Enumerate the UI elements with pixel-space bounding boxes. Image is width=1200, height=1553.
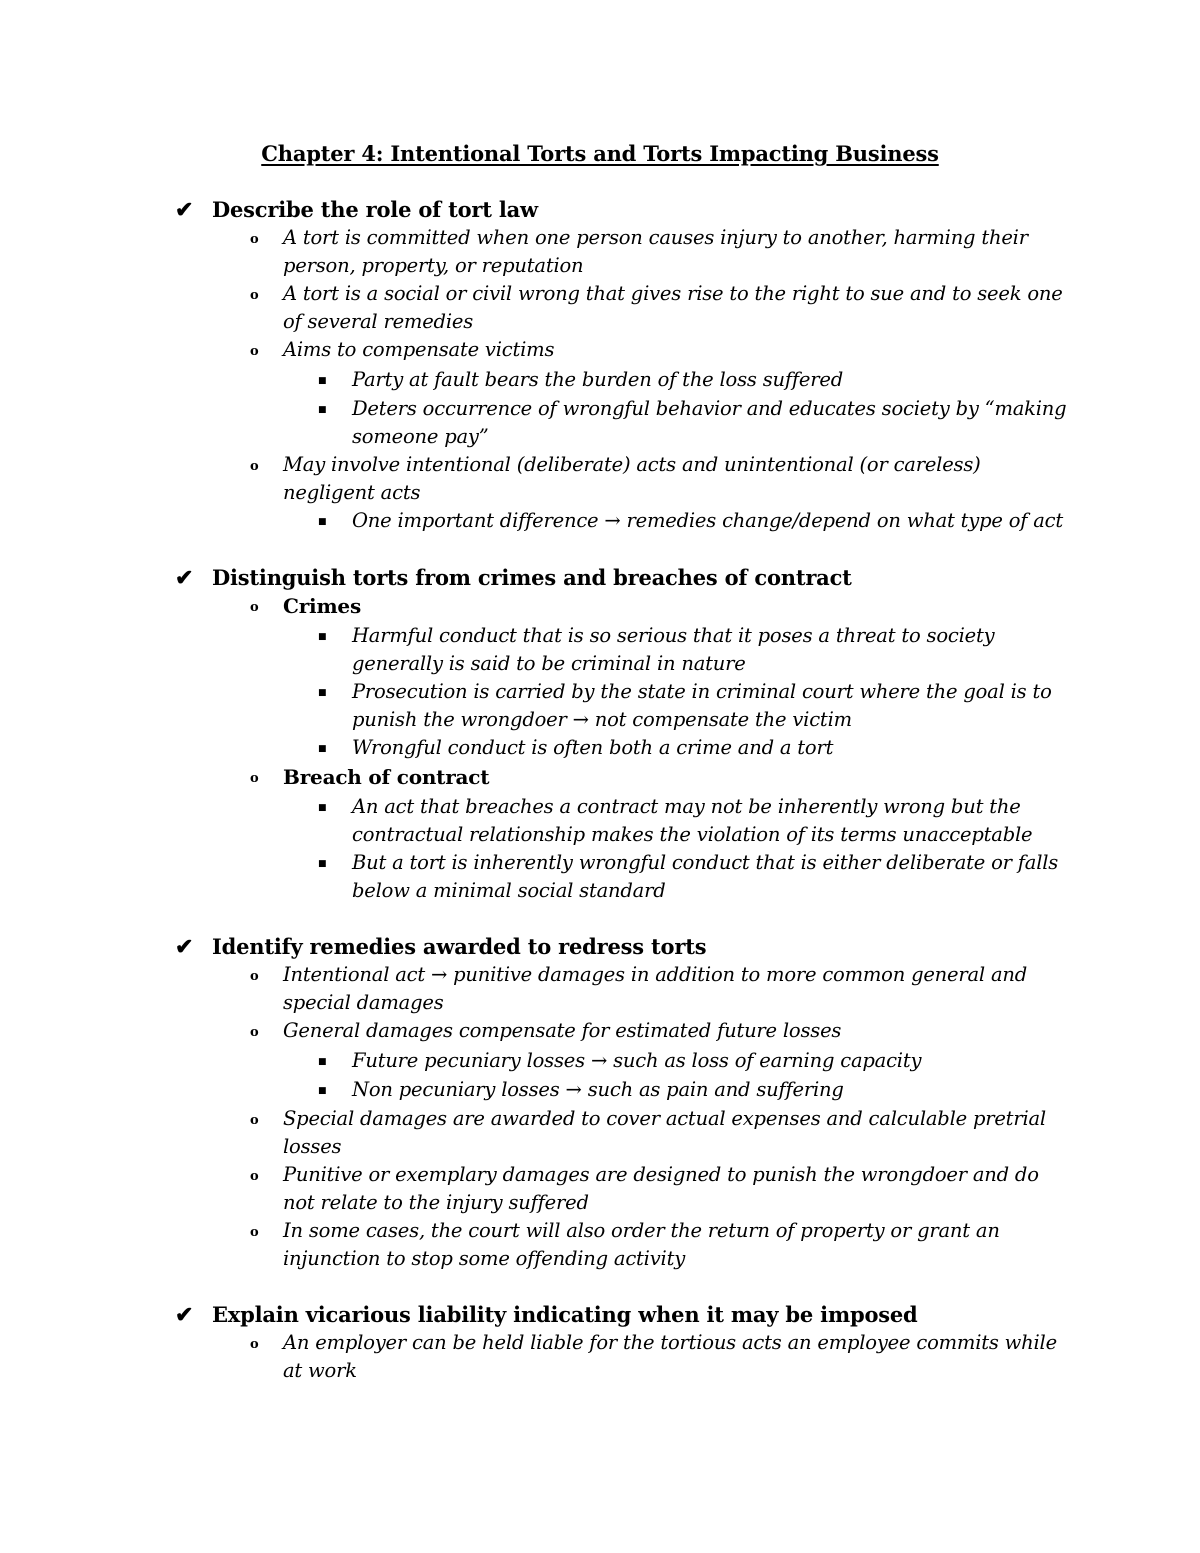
bullet-point-text: An employer can be held liable for the tortious acts an employee commits while at work xyxy=(283,1331,1057,1382)
bullet-point xyxy=(250,763,1075,793)
square-bullet-icon: ■ xyxy=(318,517,327,527)
bullet-point-text: A tort is a social or civil wrong that gives rise to the right to sue and to seek one of several remedies xyxy=(283,282,1063,333)
sub-bullet-point-text: Harmful conduct that is so serious that it poses a threat to society generally is said to be criminal in nature xyxy=(352,624,995,675)
square-bullet-icon: ■ xyxy=(318,1086,327,1096)
bullet-point xyxy=(250,592,1075,622)
checkmark-icon: ✔ xyxy=(175,565,194,591)
sub-bullet-point-text: Deters occurrence of wrongful behavior and educates society by “making someone pay” xyxy=(352,397,1067,448)
sub-bullet-point-text: Future pecuniary losses → such as loss of earning capacity xyxy=(352,1049,922,1072)
checkmark-icon: ✔ xyxy=(175,197,194,223)
sub-bullet-point-text: One important difference → remedies change/depend on what type of act xyxy=(352,509,1064,532)
sub-bullet-point xyxy=(318,507,1075,536)
bullet-point-text: In some cases, the court will also order the return of property or grant an injunction to stop some offending activity xyxy=(283,1219,1000,1270)
sub-bullet-point-text: Prosecution is carried by the state in criminal court where the goal is to punish the wrongdoer → not compensate the victim xyxy=(352,680,1052,731)
square-bullet-icon: ■ xyxy=(318,688,327,698)
bullet-point-text: Special damages are awarded to cover actual expenses and calculable pretrial losses xyxy=(283,1107,1046,1158)
bullet-point xyxy=(250,1161,1075,1217)
circle-bullet-icon: o xyxy=(250,969,259,984)
sub-bullet-point-text: Wrongful conduct is often both a crime and a tort xyxy=(352,736,834,759)
sub-bullet-point xyxy=(318,678,1075,734)
circle-bullet-icon: o xyxy=(250,1025,259,1040)
sub-bullet-point xyxy=(318,1076,1075,1105)
bullet-point-text: A tort is committed when one person causes injury to another, harming their person, property, or reputation xyxy=(283,226,1028,277)
checkmark-icon: ✔ xyxy=(175,934,194,960)
square-bullet-icon: ■ xyxy=(318,859,327,869)
document-title: Chapter 4: Intentional Torts and Torts Impacting Business xyxy=(261,141,939,166)
section-heading xyxy=(175,1301,1075,1329)
bullet-point-text: Punitive or exemplary damages are designed to punish the wrongdoer and do not relate to the injury suffered xyxy=(283,1163,1039,1214)
section-heading xyxy=(175,933,1075,961)
section-heading-text: Distinguish torts from crimes and breaches of contract xyxy=(212,565,852,590)
bullet-point-text: Crimes xyxy=(283,594,361,618)
bullet-point xyxy=(250,1329,1075,1385)
sub-bullet-point xyxy=(318,793,1075,849)
bullet-point-text: Intentional act → punitive damages in addition to more common general and special damages xyxy=(283,963,1028,1014)
section-heading xyxy=(175,564,1075,592)
circle-bullet-icon: o xyxy=(250,288,259,303)
bullet-point-text: General damages compensate for estimated future losses xyxy=(283,1019,842,1042)
section-heading-text: Describe the role of tort law xyxy=(212,197,538,222)
bullet-point xyxy=(250,1217,1075,1273)
square-bullet-icon: ■ xyxy=(318,803,327,813)
bullet-point-text: Aims to compensate victims xyxy=(283,338,555,361)
square-bullet-icon: ■ xyxy=(318,744,327,754)
circle-bullet-icon: o xyxy=(250,1225,259,1240)
circle-bullet-icon: o xyxy=(250,1337,259,1352)
bullet-point xyxy=(250,451,1075,507)
sub-bullet-point xyxy=(318,1047,1075,1076)
bullet-point xyxy=(250,1105,1075,1161)
section-heading xyxy=(175,196,1075,224)
sub-bullet-point-text: But a tort is inherently wrongful conduct that is either deliberate or falls below a minimal social standard xyxy=(352,851,1059,902)
checkmark-icon: ✔ xyxy=(175,1302,194,1328)
circle-bullet-icon: o xyxy=(250,600,259,615)
outline-section xyxy=(175,564,1075,905)
sub-bullet-point xyxy=(318,622,1075,678)
square-bullet-icon: ■ xyxy=(318,632,327,642)
sub-bullet-point xyxy=(318,366,1075,395)
square-bullet-icon: ■ xyxy=(318,405,327,415)
circle-bullet-icon: o xyxy=(250,344,259,359)
outline-section xyxy=(175,196,1075,536)
square-bullet-icon: ■ xyxy=(318,376,327,386)
bullet-point-text: Breach of contract xyxy=(283,765,490,789)
bullet-point xyxy=(250,280,1075,336)
bullet-point xyxy=(250,1017,1075,1047)
sub-bullet-point xyxy=(318,734,1075,763)
circle-bullet-icon: o xyxy=(250,1169,259,1184)
sub-bullet-point-text: Party at fault bears the burden of the loss suffered xyxy=(352,368,843,391)
bullet-point xyxy=(250,961,1075,1017)
bullet-point-text: May involve intentional (deliberate) acts and unintentional (or careless) negligent acts xyxy=(283,453,981,504)
circle-bullet-icon: o xyxy=(250,232,259,247)
circle-bullet-icon: o xyxy=(250,459,259,474)
circle-bullet-icon: o xyxy=(250,771,259,786)
section-heading-text: Explain vicarious liability indicating when it may be imposed xyxy=(212,1302,918,1327)
sub-bullet-point-text: An act that breaches a contract may not be inherently wrong but the contractual relationship makes the violation of its terms unacceptable xyxy=(352,795,1033,846)
circle-bullet-icon: o xyxy=(250,1113,259,1128)
square-bullet-icon: ■ xyxy=(318,1057,327,1067)
bullet-point xyxy=(250,336,1075,366)
sub-bullet-point xyxy=(318,849,1075,905)
outline-section xyxy=(175,933,1075,1273)
document-body xyxy=(175,196,1075,1413)
section-heading-text: Identify remedies awarded to redress torts xyxy=(212,934,707,959)
sub-bullet-point-text: Non pecuniary losses → such as pain and suffering xyxy=(352,1078,844,1101)
outline-section xyxy=(175,1301,1075,1385)
bullet-point xyxy=(250,224,1075,280)
sub-bullet-point xyxy=(318,395,1075,451)
